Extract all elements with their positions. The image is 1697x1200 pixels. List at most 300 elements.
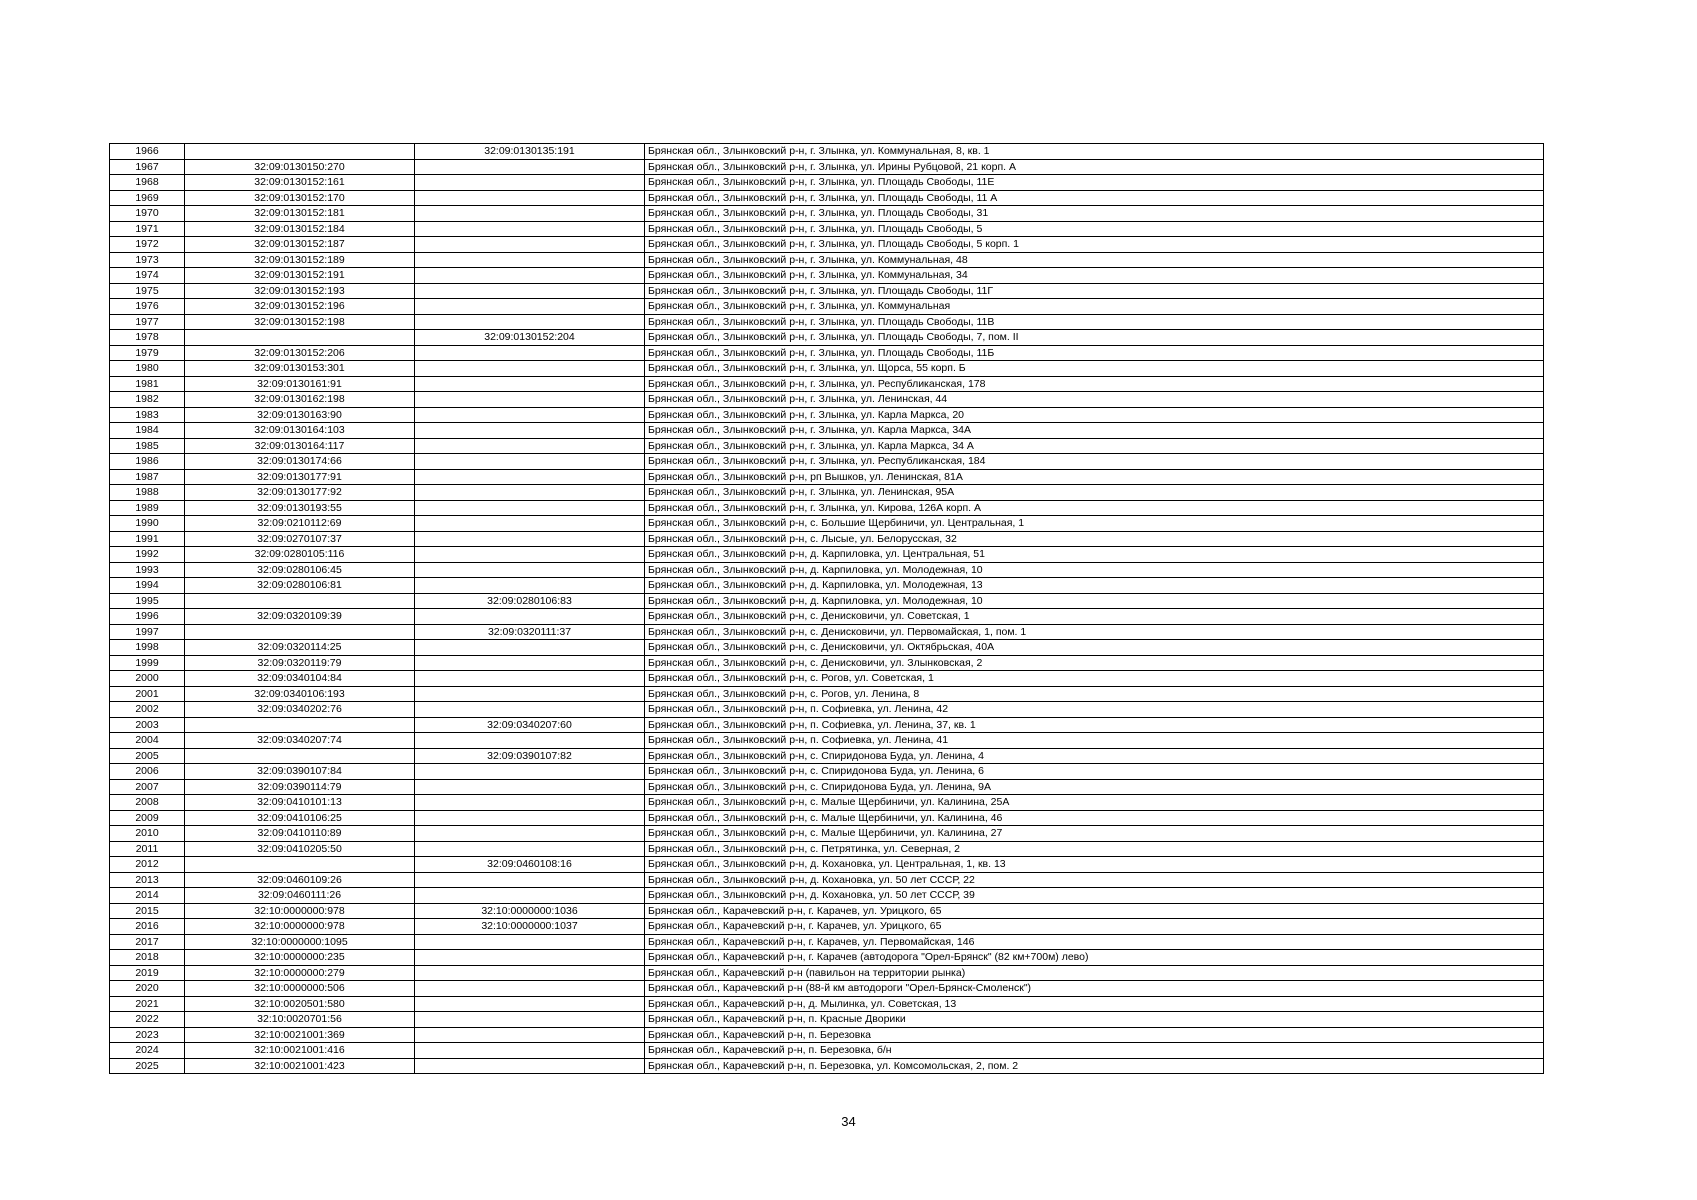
row-number-cell: 2021: [110, 996, 185, 1012]
table-row: [110, 268, 1544, 284]
address-cell: Брянская обл., Злынковский р-н, п. Софиевка, ул. Ленина, 37, кв. 1: [645, 717, 1544, 733]
row-number-cell: 1974: [110, 268, 185, 284]
building-cadastral-cell: [415, 547, 645, 563]
row-number-cell: 1976: [110, 299, 185, 315]
address-cell: Брянская обл., Карачевский р-н, п. Березовка, б/н: [645, 1043, 1544, 1059]
address-cell: Брянская обл., Злынковский р-н, рп Вышков, ул. Ленинская, 81А: [645, 469, 1544, 485]
table-row: [110, 624, 1544, 640]
building-cadastral-cell: [415, 981, 645, 997]
row-number-cell: 2022: [110, 1012, 185, 1028]
address-cell: Брянская обл., Карачевский р-н, г. Карачев, ул. Урицкого, 65: [645, 903, 1544, 919]
address-cell: Брянская обл., Злынковский р-н, д. Кохановка, ул. 50 лет СССР, 39: [645, 888, 1544, 904]
address-cell: Брянская обл., Злынковский р-н, с. Спиридонова Буда, ул. Ленина, 9А: [645, 779, 1544, 795]
building-cadastral-cell: [415, 516, 645, 532]
address-cell: Брянская обл., Злынковский р-н, д. Карпиловка, ул. Молодежная, 10: [645, 593, 1544, 609]
building-cadastral-cell: [415, 438, 645, 454]
address-cell: Брянская обл., Злынковский р-н, с. Денисковичи, ул. Злынковская, 2: [645, 655, 1544, 671]
row-number-cell: 1995: [110, 593, 185, 609]
address-cell: Брянская обл., Карачевский р-н, д. Мылинка, ул. Советская, 13: [645, 996, 1544, 1012]
row-number-cell: 1966: [110, 144, 185, 160]
address-cell: Брянская обл., Злынковский р-н, д. Кохановка, ул. 50 лет СССР, 22: [645, 872, 1544, 888]
table-row: [110, 872, 1544, 888]
row-number-cell: 2007: [110, 779, 185, 795]
building-cadastral-cell: [415, 299, 645, 315]
address-cell: Брянская обл., Злынковский р-н, г. Злынка, ул. Коммунальная, 48: [645, 252, 1544, 268]
building-cadastral-cell: [415, 996, 645, 1012]
row-number-cell: 1989: [110, 500, 185, 516]
address-cell: Брянская обл., Злынковский р-н, г. Злынка, ул. Площадь Свободы, 5 корп. 1: [645, 237, 1544, 253]
table-row: [110, 314, 1544, 330]
cadastral-number-cell: 32:10:0021001:369: [185, 1027, 415, 1043]
building-cadastral-cell: [415, 268, 645, 284]
building-cadastral-cell: [415, 733, 645, 749]
address-cell: Брянская обл., Злынковский р-н, г. Злынка, ул. Коммунальная, 34: [645, 268, 1544, 284]
address-cell: Брянская обл., Злынковский р-н, г. Злынка, ул. Площадь Свободы, 31: [645, 206, 1544, 222]
building-cadastral-cell: [415, 764, 645, 780]
row-number-cell: 1997: [110, 624, 185, 640]
building-cadastral-cell: [415, 934, 645, 950]
row-number-cell: 1996: [110, 609, 185, 625]
cadastral-number-cell: 32:09:0460111:26: [185, 888, 415, 904]
cadastral-number-cell: 32:09:0130152:206: [185, 345, 415, 361]
address-cell: Брянская обл., Злынковский р-н, с. Малые Щербиничи, ул. Калинина, 25А: [645, 795, 1544, 811]
cadastral-number-cell: 32:09:0130163:90: [185, 407, 415, 423]
cadastral-number-cell: 32:09:0320114:25: [185, 640, 415, 656]
table-row: [110, 981, 1544, 997]
building-cadastral-cell: [415, 500, 645, 516]
table-row: [110, 299, 1544, 315]
table-row: [110, 578, 1544, 594]
table-row: [110, 1027, 1544, 1043]
table-row: [110, 810, 1544, 826]
address-cell: Брянская обл., Злынковский р-н, с. Денисковичи, ул. Первомайская, 1, пом. 1: [645, 624, 1544, 640]
row-number-cell: 2019: [110, 965, 185, 981]
row-number-cell: 1984: [110, 423, 185, 439]
row-number-cell: 1970: [110, 206, 185, 222]
table-row: [110, 376, 1544, 392]
cadastral-number-cell: 32:09:0130193:55: [185, 500, 415, 516]
row-number-cell: 2006: [110, 764, 185, 780]
building-cadastral-cell: [415, 454, 645, 470]
table-row: [110, 919, 1544, 935]
row-number-cell: 2016: [110, 919, 185, 935]
cadastral-number-cell: 32:09:0320109:39: [185, 609, 415, 625]
cadastral-number-cell: 32:09:0340207:74: [185, 733, 415, 749]
cadastral-number-cell: 32:09:0130152:161: [185, 175, 415, 191]
table-row: [110, 283, 1544, 299]
cadastral-number-cell: 32:10:0000000:235: [185, 950, 415, 966]
table-row: [110, 826, 1544, 842]
building-cadastral-cell: 32:09:0130152:204: [415, 330, 645, 346]
address-cell: Брянская обл., Злынковский р-н, г. Злынка, ул. Площадь Свободы, 11Б: [645, 345, 1544, 361]
cadastral-number-cell: 32:09:0130152:198: [185, 314, 415, 330]
row-number-cell: 1993: [110, 562, 185, 578]
row-number-cell: 1992: [110, 547, 185, 563]
building-cadastral-cell: 32:09:0340207:60: [415, 717, 645, 733]
row-number-cell: 1972: [110, 237, 185, 253]
address-cell: Брянская обл., Карачевский р-н, г. Карачев (автодорога "Орел-Брянск" (82 км+700м) лево): [645, 950, 1544, 966]
row-number-cell: 2017: [110, 934, 185, 950]
building-cadastral-cell: [415, 826, 645, 842]
building-cadastral-cell: [415, 159, 645, 175]
cadastral-number-cell: 32:09:0130150:270: [185, 159, 415, 175]
table-row: [110, 841, 1544, 857]
building-cadastral-cell: [415, 779, 645, 795]
address-cell: Брянская обл., Карачевский р-н, п. Березовка: [645, 1027, 1544, 1043]
building-cadastral-cell: [415, 562, 645, 578]
table-row: [110, 438, 1544, 454]
row-number-cell: 1967: [110, 159, 185, 175]
table-row: [110, 888, 1544, 904]
table-row: [110, 1058, 1544, 1074]
row-number-cell: 2015: [110, 903, 185, 919]
address-cell: Брянская обл., Злынковский р-н, с. Петрятинка, ул. Северная, 2: [645, 841, 1544, 857]
address-cell: Брянская обл., Злынковский р-н, с. Лысые, ул. Белорусская, 32: [645, 531, 1544, 547]
cadastral-number-cell: 32:10:0000000:978: [185, 919, 415, 935]
address-cell: Брянская обл., Злынковский р-н, г. Злынка, ул. Площадь Свободы, 11Г: [645, 283, 1544, 299]
cadastral-number-cell: 32:09:0280106:45: [185, 562, 415, 578]
address-cell: Брянская обл., Злынковский р-н, д. Карпиловка, ул. Молодежная, 10: [645, 562, 1544, 578]
address-cell: Брянская обл., Злынковский р-н, г. Злынка, ул. Коммунальная, 8, кв. 1: [645, 144, 1544, 160]
address-cell: Брянская обл., Злынковский р-н, с. Рогов, ул. Советская, 1: [645, 671, 1544, 687]
building-cadastral-cell: 32:10:0000000:1036: [415, 903, 645, 919]
cadastral-number-cell: 32:09:0280106:81: [185, 578, 415, 594]
row-number-cell: 2003: [110, 717, 185, 733]
table-row: [110, 717, 1544, 733]
address-cell: Брянская обл., Злынковский р-н, с. Спиридонова Буда, ул. Ленина, 4: [645, 748, 1544, 764]
address-cell: Брянская обл., Злынковский р-н, г. Злынка, ул. Щорса, 55 корп. Б: [645, 361, 1544, 377]
building-cadastral-cell: [415, 376, 645, 392]
building-cadastral-cell: [415, 314, 645, 330]
cadastral-number-cell: 32:09:0270107:37: [185, 531, 415, 547]
row-number-cell: 2002: [110, 702, 185, 718]
row-number-cell: 2024: [110, 1043, 185, 1059]
building-cadastral-cell: [415, 423, 645, 439]
cadastral-number-cell: 32:09:0130164:103: [185, 423, 415, 439]
cadastral-number-cell: 32:09:0460109:26: [185, 872, 415, 888]
building-cadastral-cell: [415, 175, 645, 191]
building-cadastral-cell: [415, 531, 645, 547]
cadastral-number-cell: 32:09:0130152:191: [185, 268, 415, 284]
row-number-cell: 1990: [110, 516, 185, 532]
building-cadastral-cell: 32:09:0390107:82: [415, 748, 645, 764]
address-cell: Брянская обл., Злынковский р-н, г. Злынка, ул. Карла Маркса, 34 А: [645, 438, 1544, 454]
building-cadastral-cell: [415, 950, 645, 966]
table-row: [110, 686, 1544, 702]
cadastral-number-cell: 32:09:0130177:92: [185, 485, 415, 501]
cadastral-number-cell: 32:09:0210112:69: [185, 516, 415, 532]
cadastral-number-cell: 32:09:0130177:91: [185, 469, 415, 485]
address-cell: Брянская обл., Злынковский р-н, г. Злынка, ул. Площадь Свободы, 7, пом. II: [645, 330, 1544, 346]
table-row: [110, 392, 1544, 408]
cadastral-number-cell: 32:09:0280105:116: [185, 547, 415, 563]
row-number-cell: 1968: [110, 175, 185, 191]
address-cell: Брянская обл., Злынковский р-н, г. Злынка, ул. Площадь Свободы, 5: [645, 221, 1544, 237]
cadastral-number-cell: 32:09:0340104:84: [185, 671, 415, 687]
building-cadastral-cell: [415, 609, 645, 625]
building-cadastral-cell: [415, 795, 645, 811]
building-cadastral-cell: [415, 841, 645, 857]
row-number-cell: 2000: [110, 671, 185, 687]
address-cell: Брянская обл., Карачевский р-н (павильон на территории рынка): [645, 965, 1544, 981]
cadastral-number-cell: 32:09:0130152:187: [185, 237, 415, 253]
cadastral-number-cell: [185, 330, 415, 346]
address-cell: Брянская обл., Злынковский р-н, с. Малые Щербиничи, ул. Калинина, 27: [645, 826, 1544, 842]
table-row: [110, 562, 1544, 578]
address-cell: Брянская обл., Карачевский р-н, п. Березовка, ул. Комсомольская, 2, пом. 2: [645, 1058, 1544, 1074]
table-row: [110, 485, 1544, 501]
table-row: [110, 779, 1544, 795]
row-number-cell: 1971: [110, 221, 185, 237]
cadastral-number-cell: 32:09:0410106:25: [185, 810, 415, 826]
table-row: [110, 593, 1544, 609]
table-row: [110, 950, 1544, 966]
table-row: [110, 252, 1544, 268]
row-number-cell: 2010: [110, 826, 185, 842]
address-cell: Брянская обл., Злынковский р-н, г. Злынка, ул. Ленинская, 95А: [645, 485, 1544, 501]
cadastral-number-cell: 32:09:0320119:79: [185, 655, 415, 671]
row-number-cell: 1979: [110, 345, 185, 361]
address-cell: Брянская обл., Карачевский р-н, г. Карачев, ул. Первомайская, 146: [645, 934, 1544, 950]
table-row: [110, 454, 1544, 470]
table-row: [110, 361, 1544, 377]
address-cell: Брянская обл., Злынковский р-н, д. Карпиловка, ул. Молодежная, 13: [645, 578, 1544, 594]
table-row: [110, 748, 1544, 764]
table-row: [110, 469, 1544, 485]
address-cell: Брянская обл., Злынковский р-н, г. Злынка, ул. Ирины Рубцовой, 21 корп. А: [645, 159, 1544, 175]
cadastral-number-cell: 32:09:0130152:193: [185, 283, 415, 299]
row-number-cell: 1986: [110, 454, 185, 470]
address-cell: Брянская обл., Злынковский р-н, г. Злынка, ул. Площадь Свободы, 11Е: [645, 175, 1544, 191]
cadastral-number-cell: [185, 593, 415, 609]
table-row: [110, 795, 1544, 811]
cadastral-number-cell: 32:10:0021001:423: [185, 1058, 415, 1074]
building-cadastral-cell: 32:09:0460108:16: [415, 857, 645, 873]
table-row: [110, 345, 1544, 361]
address-cell: Брянская обл., Злынковский р-н, г. Злынка, ул. Карла Маркса, 20: [645, 407, 1544, 423]
table-row: [110, 1043, 1544, 1059]
row-number-cell: 2005: [110, 748, 185, 764]
building-cadastral-cell: [415, 469, 645, 485]
table-row: [110, 733, 1544, 749]
row-number-cell: 1994: [110, 578, 185, 594]
cadastral-number-cell: 32:09:0410205:50: [185, 841, 415, 857]
building-cadastral-cell: [415, 1043, 645, 1059]
row-number-cell: 2023: [110, 1027, 185, 1043]
row-number-cell: 2012: [110, 857, 185, 873]
cadastral-number-cell: 32:09:0130153:301: [185, 361, 415, 377]
cadastral-number-cell: 32:09:0130152:184: [185, 221, 415, 237]
cadastral-number-cell: 32:09:0410101:13: [185, 795, 415, 811]
address-cell: Брянская обл., Злынковский р-н, п. Софиевка, ул. Ленина, 41: [645, 733, 1544, 749]
address-cell: Брянская обл., Злынковский р-н, п. Софиевка, ул. Ленина, 42: [645, 702, 1544, 718]
row-number-cell: 1983: [110, 407, 185, 423]
building-cadastral-cell: [415, 1012, 645, 1028]
row-number-cell: 1991: [110, 531, 185, 547]
cadastral-number-cell: 32:09:0130164:117: [185, 438, 415, 454]
cadastral-number-cell: [185, 857, 415, 873]
row-number-cell: 2013: [110, 872, 185, 888]
table-row: [110, 702, 1544, 718]
table-row: [110, 996, 1544, 1012]
row-number-cell: 1985: [110, 438, 185, 454]
building-cadastral-cell: [415, 237, 645, 253]
property-table: [109, 143, 1544, 1074]
table-row: [110, 221, 1544, 237]
cadastral-number-cell: 32:09:0340202:76: [185, 702, 415, 718]
cadastral-number-cell: 32:10:0000000:1095: [185, 934, 415, 950]
table-row: [110, 159, 1544, 175]
row-number-cell: 1982: [110, 392, 185, 408]
building-cadastral-cell: [415, 407, 645, 423]
row-number-cell: 1981: [110, 376, 185, 392]
row-number-cell: 2025: [110, 1058, 185, 1074]
address-cell: Брянская обл., Карачевский р-н, п. Красные Дворики: [645, 1012, 1544, 1028]
address-cell: Брянская обл., Злынковский р-н, с. Денисковичи, ул. Советская, 1: [645, 609, 1544, 625]
address-cell: Брянская обл., Злынковский р-н, г. Злынка, ул. Республиканская, 184: [645, 454, 1544, 470]
table-row: [110, 531, 1544, 547]
table-row: [110, 175, 1544, 191]
row-number-cell: 1978: [110, 330, 185, 346]
table-row: [110, 903, 1544, 919]
address-cell: Брянская обл., Злынковский р-н, г. Злынка, ул. Кирова, 126А корп. А: [645, 500, 1544, 516]
cadastral-number-cell: 32:10:0020701:56: [185, 1012, 415, 1028]
address-cell: Брянская обл., Злынковский р-н, г. Злынка, ул. Коммунальная: [645, 299, 1544, 315]
building-cadastral-cell: [415, 190, 645, 206]
cadastral-number-cell: 32:10:0020501:580: [185, 996, 415, 1012]
cadastral-number-cell: 32:09:0410110:89: [185, 826, 415, 842]
building-cadastral-cell: [415, 686, 645, 702]
building-cadastral-cell: [415, 392, 645, 408]
row-number-cell: 1975: [110, 283, 185, 299]
building-cadastral-cell: [415, 345, 645, 361]
address-cell: Брянская обл., Злынковский р-н, г. Злынка, ул. Площадь Свободы, 11 А: [645, 190, 1544, 206]
row-number-cell: 2018: [110, 950, 185, 966]
building-cadastral-cell: [415, 671, 645, 687]
cadastral-number-cell: [185, 624, 415, 640]
building-cadastral-cell: [415, 206, 645, 222]
building-cadastral-cell: 32:10:0000000:1037: [415, 919, 645, 935]
table-row: [110, 965, 1544, 981]
table-row: [110, 206, 1544, 222]
building-cadastral-cell: [415, 965, 645, 981]
address-cell: Брянская обл., Злынковский р-н, с. Денисковичи, ул. Октябрьская, 40А: [645, 640, 1544, 656]
row-number-cell: 2011: [110, 841, 185, 857]
address-cell: Брянская обл., Злынковский р-н, г. Злынка, ул. Республиканская, 178: [645, 376, 1544, 392]
building-cadastral-cell: [415, 361, 645, 377]
building-cadastral-cell: [415, 1027, 645, 1043]
table-row: [110, 330, 1544, 346]
building-cadastral-cell: 32:09:0320111:37: [415, 624, 645, 640]
building-cadastral-cell: [415, 221, 645, 237]
cadastral-number-cell: 32:10:0000000:279: [185, 965, 415, 981]
cadastral-number-cell: 32:09:0130161:91: [185, 376, 415, 392]
table-body: [110, 144, 1544, 1074]
page-number: 34: [841, 1114, 856, 1129]
building-cadastral-cell: [415, 888, 645, 904]
cadastral-number-cell: 32:10:0000000:506: [185, 981, 415, 997]
building-cadastral-cell: [415, 702, 645, 718]
table-row: [110, 934, 1544, 950]
building-cadastral-cell: [415, 1058, 645, 1074]
table-row: [110, 547, 1544, 563]
table-row: [110, 190, 1544, 206]
address-cell: Брянская обл., Карачевский р-н, г. Карачев, ул. Урицкого, 65: [645, 919, 1544, 935]
row-number-cell: 1998: [110, 640, 185, 656]
address-cell: Брянская обл., Злынковский р-н, д. Карпиловка, ул. Центральная, 51: [645, 547, 1544, 563]
table-row: [110, 144, 1544, 160]
building-cadastral-cell: [415, 640, 645, 656]
building-cadastral-cell: [415, 578, 645, 594]
address-cell: Брянская обл., Карачевский р-н (88-й км автодороги "Орел-Брянск-Смоленск"): [645, 981, 1544, 997]
address-cell: Брянская обл., Злынковский р-н, с. Спиридонова Буда, ул. Ленина, 6: [645, 764, 1544, 780]
row-number-cell: 1987: [110, 469, 185, 485]
table-row: [110, 407, 1544, 423]
row-number-cell: 2020: [110, 981, 185, 997]
row-number-cell: 1980: [110, 361, 185, 377]
cadastral-number-cell: 32:10:0021001:416: [185, 1043, 415, 1059]
row-number-cell: 1999: [110, 655, 185, 671]
table-row: [110, 423, 1544, 439]
row-number-cell: 1973: [110, 252, 185, 268]
cadastral-number-cell: [185, 748, 415, 764]
table-row: [110, 671, 1544, 687]
cadastral-number-cell: 32:09:0130174:66: [185, 454, 415, 470]
table-row: [110, 1012, 1544, 1028]
building-cadastral-cell: [415, 283, 645, 299]
cadastral-number-cell: 32:09:0130152:196: [185, 299, 415, 315]
cadastral-number-cell: 32:09:0130162:198: [185, 392, 415, 408]
row-number-cell: 2004: [110, 733, 185, 749]
row-number-cell: 2014: [110, 888, 185, 904]
address-cell: Брянская обл., Злынковский р-н, с. Большие Щербиничи, ул. Центральная, 1: [645, 516, 1544, 532]
row-number-cell: 2008: [110, 795, 185, 811]
address-cell: Брянская обл., Злынковский р-н, г. Злынка, ул. Ленинская, 44: [645, 392, 1544, 408]
cadastral-number-cell: [185, 144, 415, 160]
building-cadastral-cell: 32:09:0130135:191: [415, 144, 645, 160]
address-cell: Брянская обл., Злынковский р-н, г. Злынка, ул. Площадь Свободы, 11В: [645, 314, 1544, 330]
row-number-cell: 1977: [110, 314, 185, 330]
cadastral-number-cell: 32:09:0340106:193: [185, 686, 415, 702]
address-cell: Брянская обл., Злынковский р-н, с. Рогов, ул. Ленина, 8: [645, 686, 1544, 702]
cadastral-number-cell: 32:09:0130152:181: [185, 206, 415, 222]
row-number-cell: 2009: [110, 810, 185, 826]
building-cadastral-cell: [415, 872, 645, 888]
table-row: [110, 516, 1544, 532]
cadastral-number-cell: 32:09:0130152:189: [185, 252, 415, 268]
table-row: [110, 640, 1544, 656]
table-row: [110, 655, 1544, 671]
building-cadastral-cell: [415, 655, 645, 671]
table-row: [110, 609, 1544, 625]
address-cell: Брянская обл., Злынковский р-н, с. Малые Щербиничи, ул. Калинина, 46: [645, 810, 1544, 826]
cadastral-number-cell: 32:09:0390107:84: [185, 764, 415, 780]
cadastral-number-cell: 32:10:0000000:978: [185, 903, 415, 919]
table-row: [110, 500, 1544, 516]
address-cell: Брянская обл., Злынковский р-н, г. Злынка, ул. Карла Маркса, 34А: [645, 423, 1544, 439]
address-cell: Брянская обл., Злынковский р-н, д. Кохановка, ул. Центральная, 1, кв. 13: [645, 857, 1544, 873]
cadastral-number-cell: 32:09:0390114:79: [185, 779, 415, 795]
building-cadastral-cell: [415, 485, 645, 501]
cadastral-number-cell: [185, 717, 415, 733]
row-number-cell: 1969: [110, 190, 185, 206]
building-cadastral-cell: 32:09:0280106:83: [415, 593, 645, 609]
building-cadastral-cell: [415, 810, 645, 826]
row-number-cell: 2001: [110, 686, 185, 702]
table-row: [110, 237, 1544, 253]
cadastral-number-cell: 32:09:0130152:170: [185, 190, 415, 206]
table-row: [110, 764, 1544, 780]
